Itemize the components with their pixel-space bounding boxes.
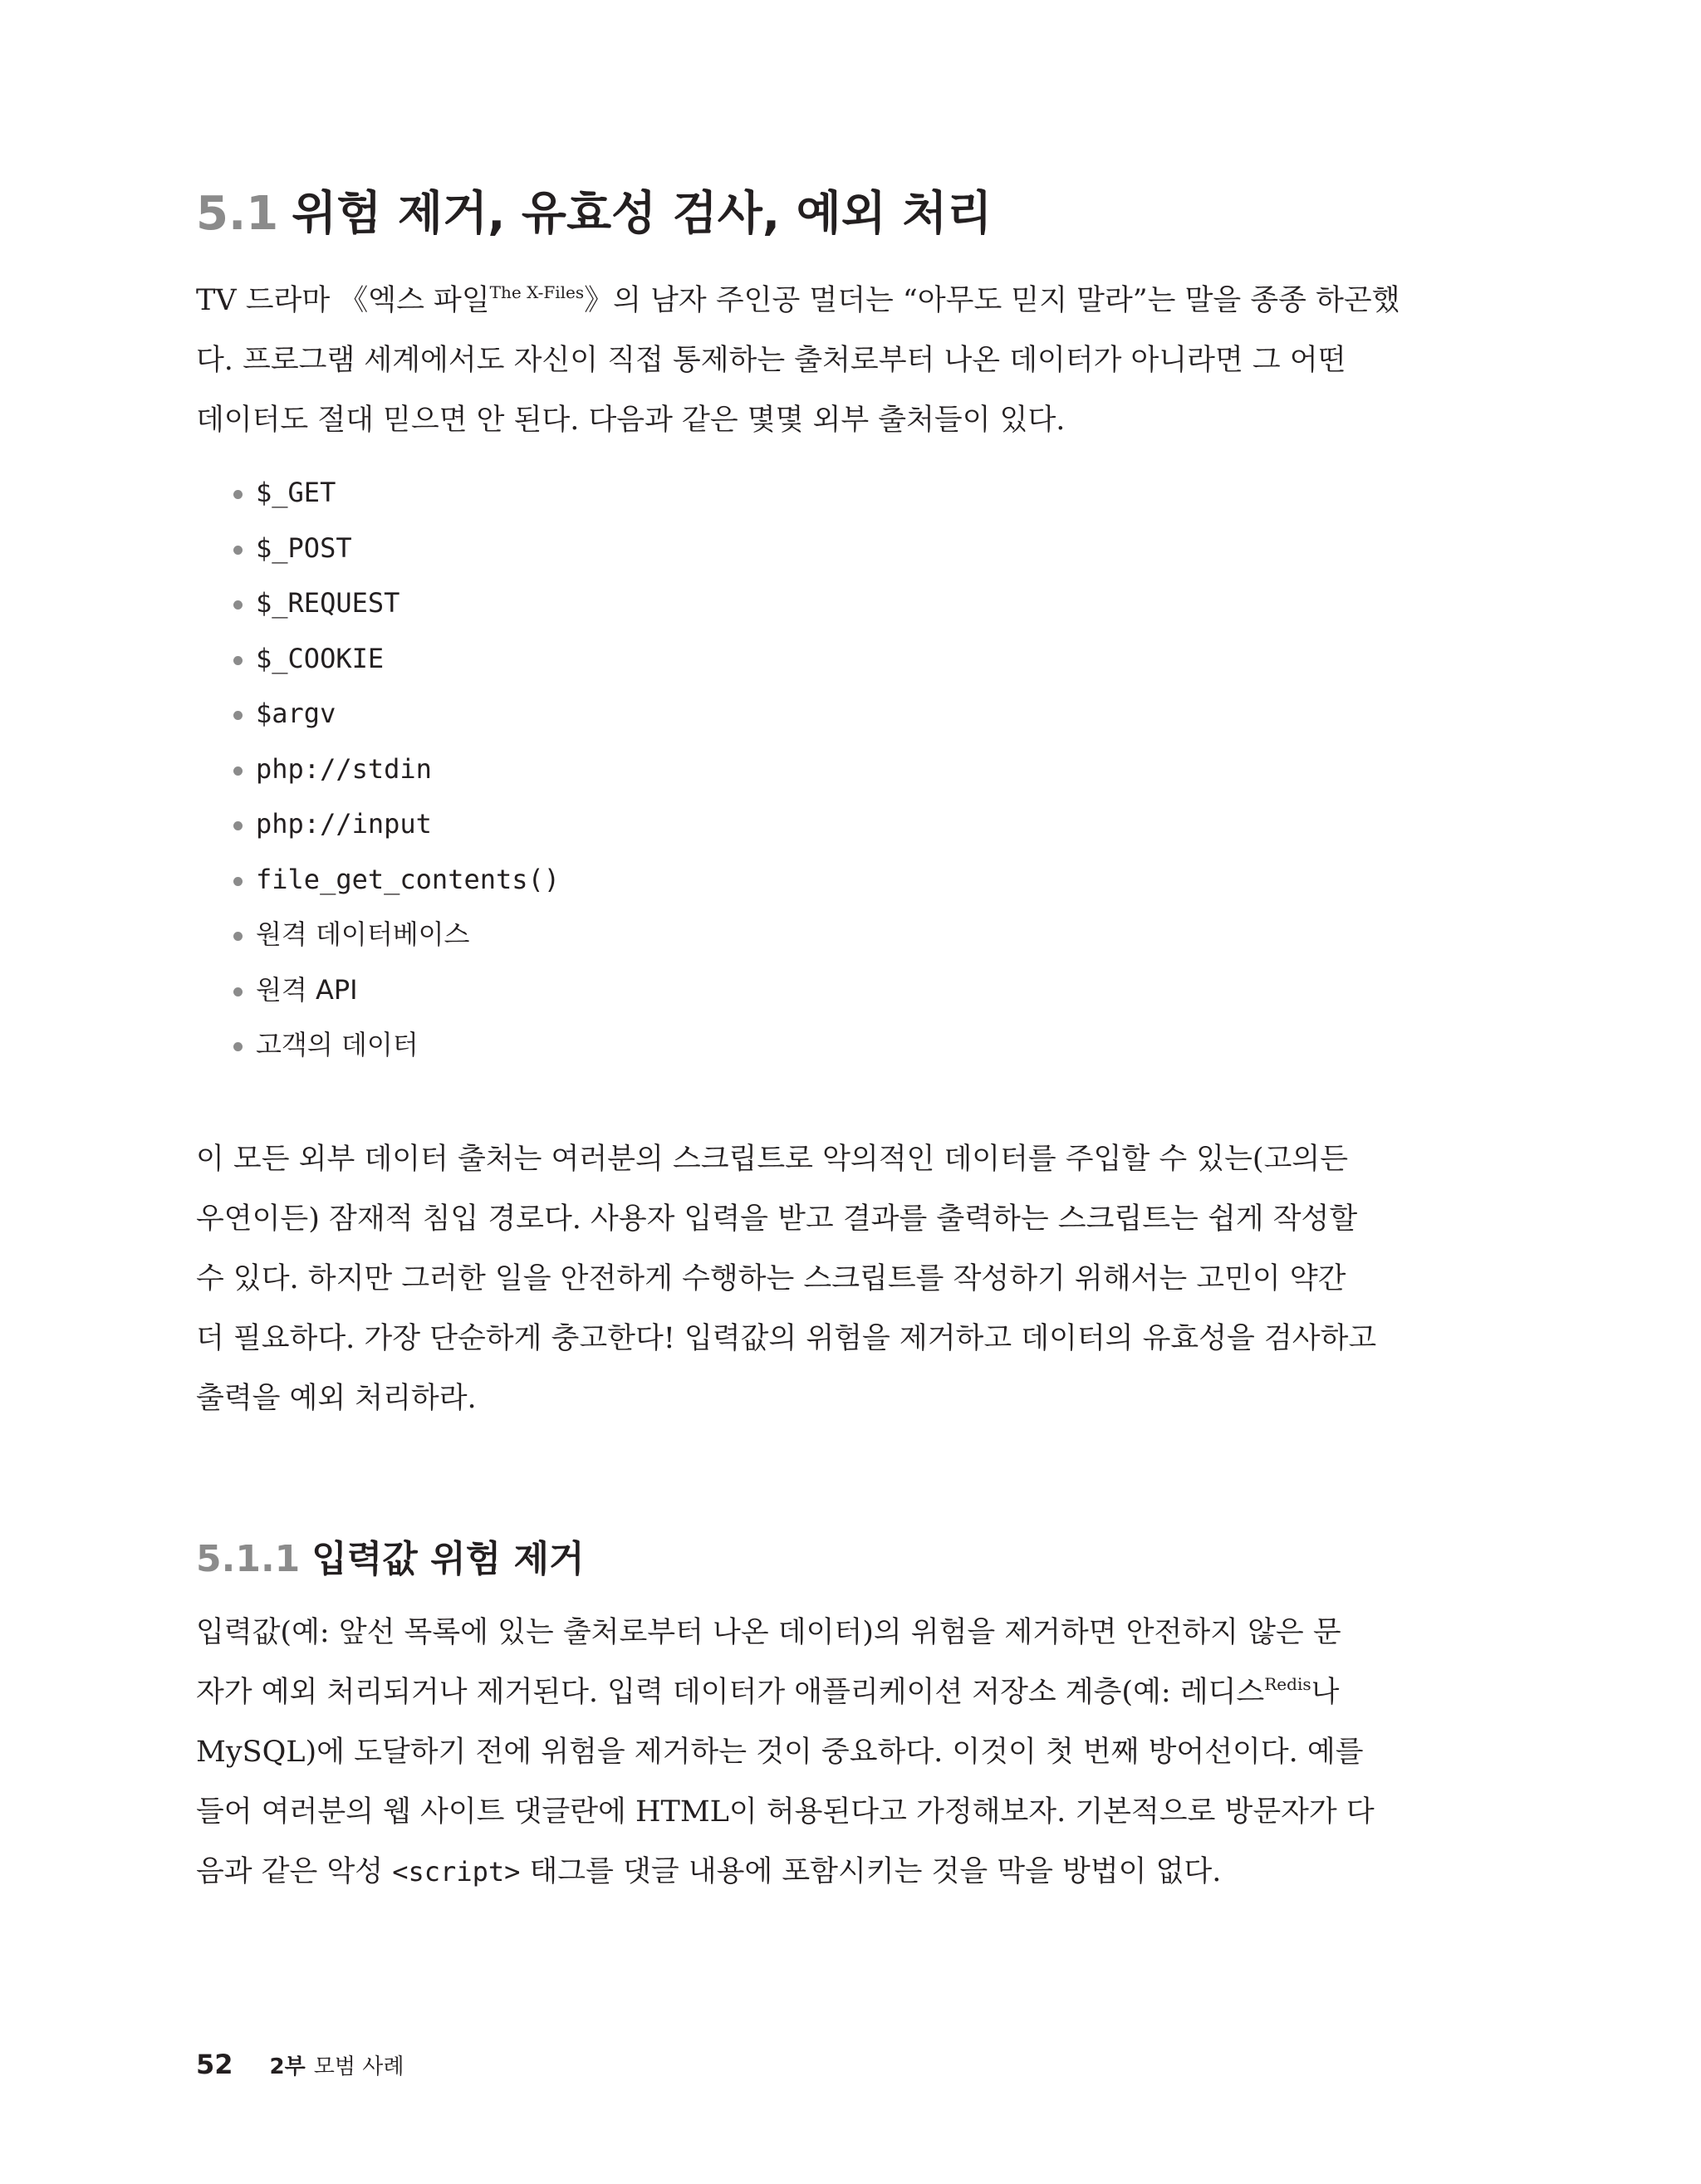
- part-title: 모범 사례: [313, 2054, 404, 2079]
- intro-paragraph: [196, 271, 1400, 450]
- list-item: php://stdin: [231, 742, 560, 797]
- bullet-icon: [233, 766, 243, 776]
- list-item: $_POST: [231, 521, 560, 576]
- bullet-icon: [233, 1042, 243, 1051]
- text-line: 음과 같은 악성 <script> 태그를 댓글 내용에 포함시키는 것을 막을 방법이 없다.: [196, 1855, 1222, 1888]
- list-item: $_GET: [231, 465, 560, 521]
- bullet-icon: [233, 821, 243, 830]
- text-line: 다. 프로그램 세계에서도 자신이 직접 통제하는 출처로부터 나온 데이터가 아니라면 그 어떤: [196, 344, 1346, 377]
- bullet-icon: [233, 987, 243, 997]
- section-heading: [196, 181, 992, 247]
- bullet-icon: [233, 877, 243, 886]
- bullet-icon: [233, 711, 243, 720]
- subsection-number: 5.1.1: [196, 1538, 301, 1580]
- section-title: 위험 제거, 유효성 검사, 예외 처리: [292, 187, 993, 241]
- list-item: $argv: [231, 686, 560, 742]
- text-line: TV 드라마 《엑스 파일$^{The X-Files}$》의 남자 주인공 멀더는 “아무도 믿지 말라”는 말을 종종 하곤했: [196, 282, 1400, 317]
- text-line: 출력을 예외 처리하라.: [196, 1382, 477, 1415]
- bullet-icon: [233, 546, 243, 555]
- text-line: 우연이든) 잠재적 침입 경로다. 사용자 입력을 받고 결과를 출력하는 스크립트는 쉽게 작성할: [196, 1202, 1358, 1236]
- bullet-icon: [233, 600, 243, 610]
- attack-vector-paragraph: [196, 1129, 1384, 1428]
- page-number: 52: [196, 2049, 233, 2080]
- list-item: $_COOKIE: [231, 631, 560, 687]
- text-line: 자가 예외 처리되거나 제거된다. 입력 데이터가 애플리케이션 저장소 계층(예: 레디스$^{Redis}$나: [196, 1674, 1340, 1709]
- list-item: file_get_contents(): [231, 852, 560, 908]
- section-number: 5.1: [196, 187, 279, 241]
- original-title-superscript: The X-Files: [489, 282, 585, 302]
- page-footer: [196, 2048, 404, 2086]
- text-line: 들어 여러분의 웹 사이트 댓글란에 HTML이 허용된다고 가정해보자. 기본적으로 방문자가 다: [196, 1795, 1375, 1829]
- list-item: $_REQUEST: [231, 575, 560, 631]
- text-line: 입력값(예: 앞선 목록에 있는 출처로부터 나온 데이터)의 위험을 제거하면 안전하지 않은 문: [196, 1616, 1341, 1649]
- external-sources-list: [231, 465, 560, 1073]
- text-line: 수 있다. 하지만 그러한 일을 안전하게 수행하는 스크립트를 작성하기 위해서는 고민이 약간: [196, 1262, 1346, 1295]
- bullet-icon: [233, 490, 243, 499]
- text-line: 더 필요하다. 가장 단순하게 충고한다! 입력값의 위험을 제거하고 데이터의 유효성을 검사하고: [196, 1322, 1377, 1355]
- list-item: 고객의 데이터: [231, 1017, 560, 1073]
- redis-superscript: Redis: [1264, 1674, 1311, 1694]
- inline-code-script-tag: <script>: [392, 1856, 521, 1888]
- sanitize-paragraph: [196, 1603, 1384, 1902]
- bullet-icon: [233, 656, 243, 665]
- bullet-icon: [233, 932, 243, 941]
- list-item: php://input: [231, 796, 560, 852]
- text-line: MySQL)에 도달하기 전에 위험을 제거하는 것이 중요하다. 이것이 첫 번째 방어선이다. 예를: [196, 1736, 1364, 1769]
- part-label: 2부: [269, 2054, 306, 2079]
- subsection-heading: [196, 1533, 584, 1586]
- subsection-title: 입력값 위험 제거: [311, 1538, 585, 1580]
- list-item: 원격 API: [231, 962, 560, 1018]
- list-item: 원격 데이터베이스: [231, 907, 560, 962]
- text-line: 데이터도 절대 믿으면 안 된다. 다음과 같은 몇몇 외부 출처들이 있다.: [196, 404, 1066, 437]
- text-line: 이 모든 외부 데이터 출처는 여러분의 스크립트로 악의적인 데이터를 주입할 수 있는(고의든: [196, 1143, 1349, 1176]
